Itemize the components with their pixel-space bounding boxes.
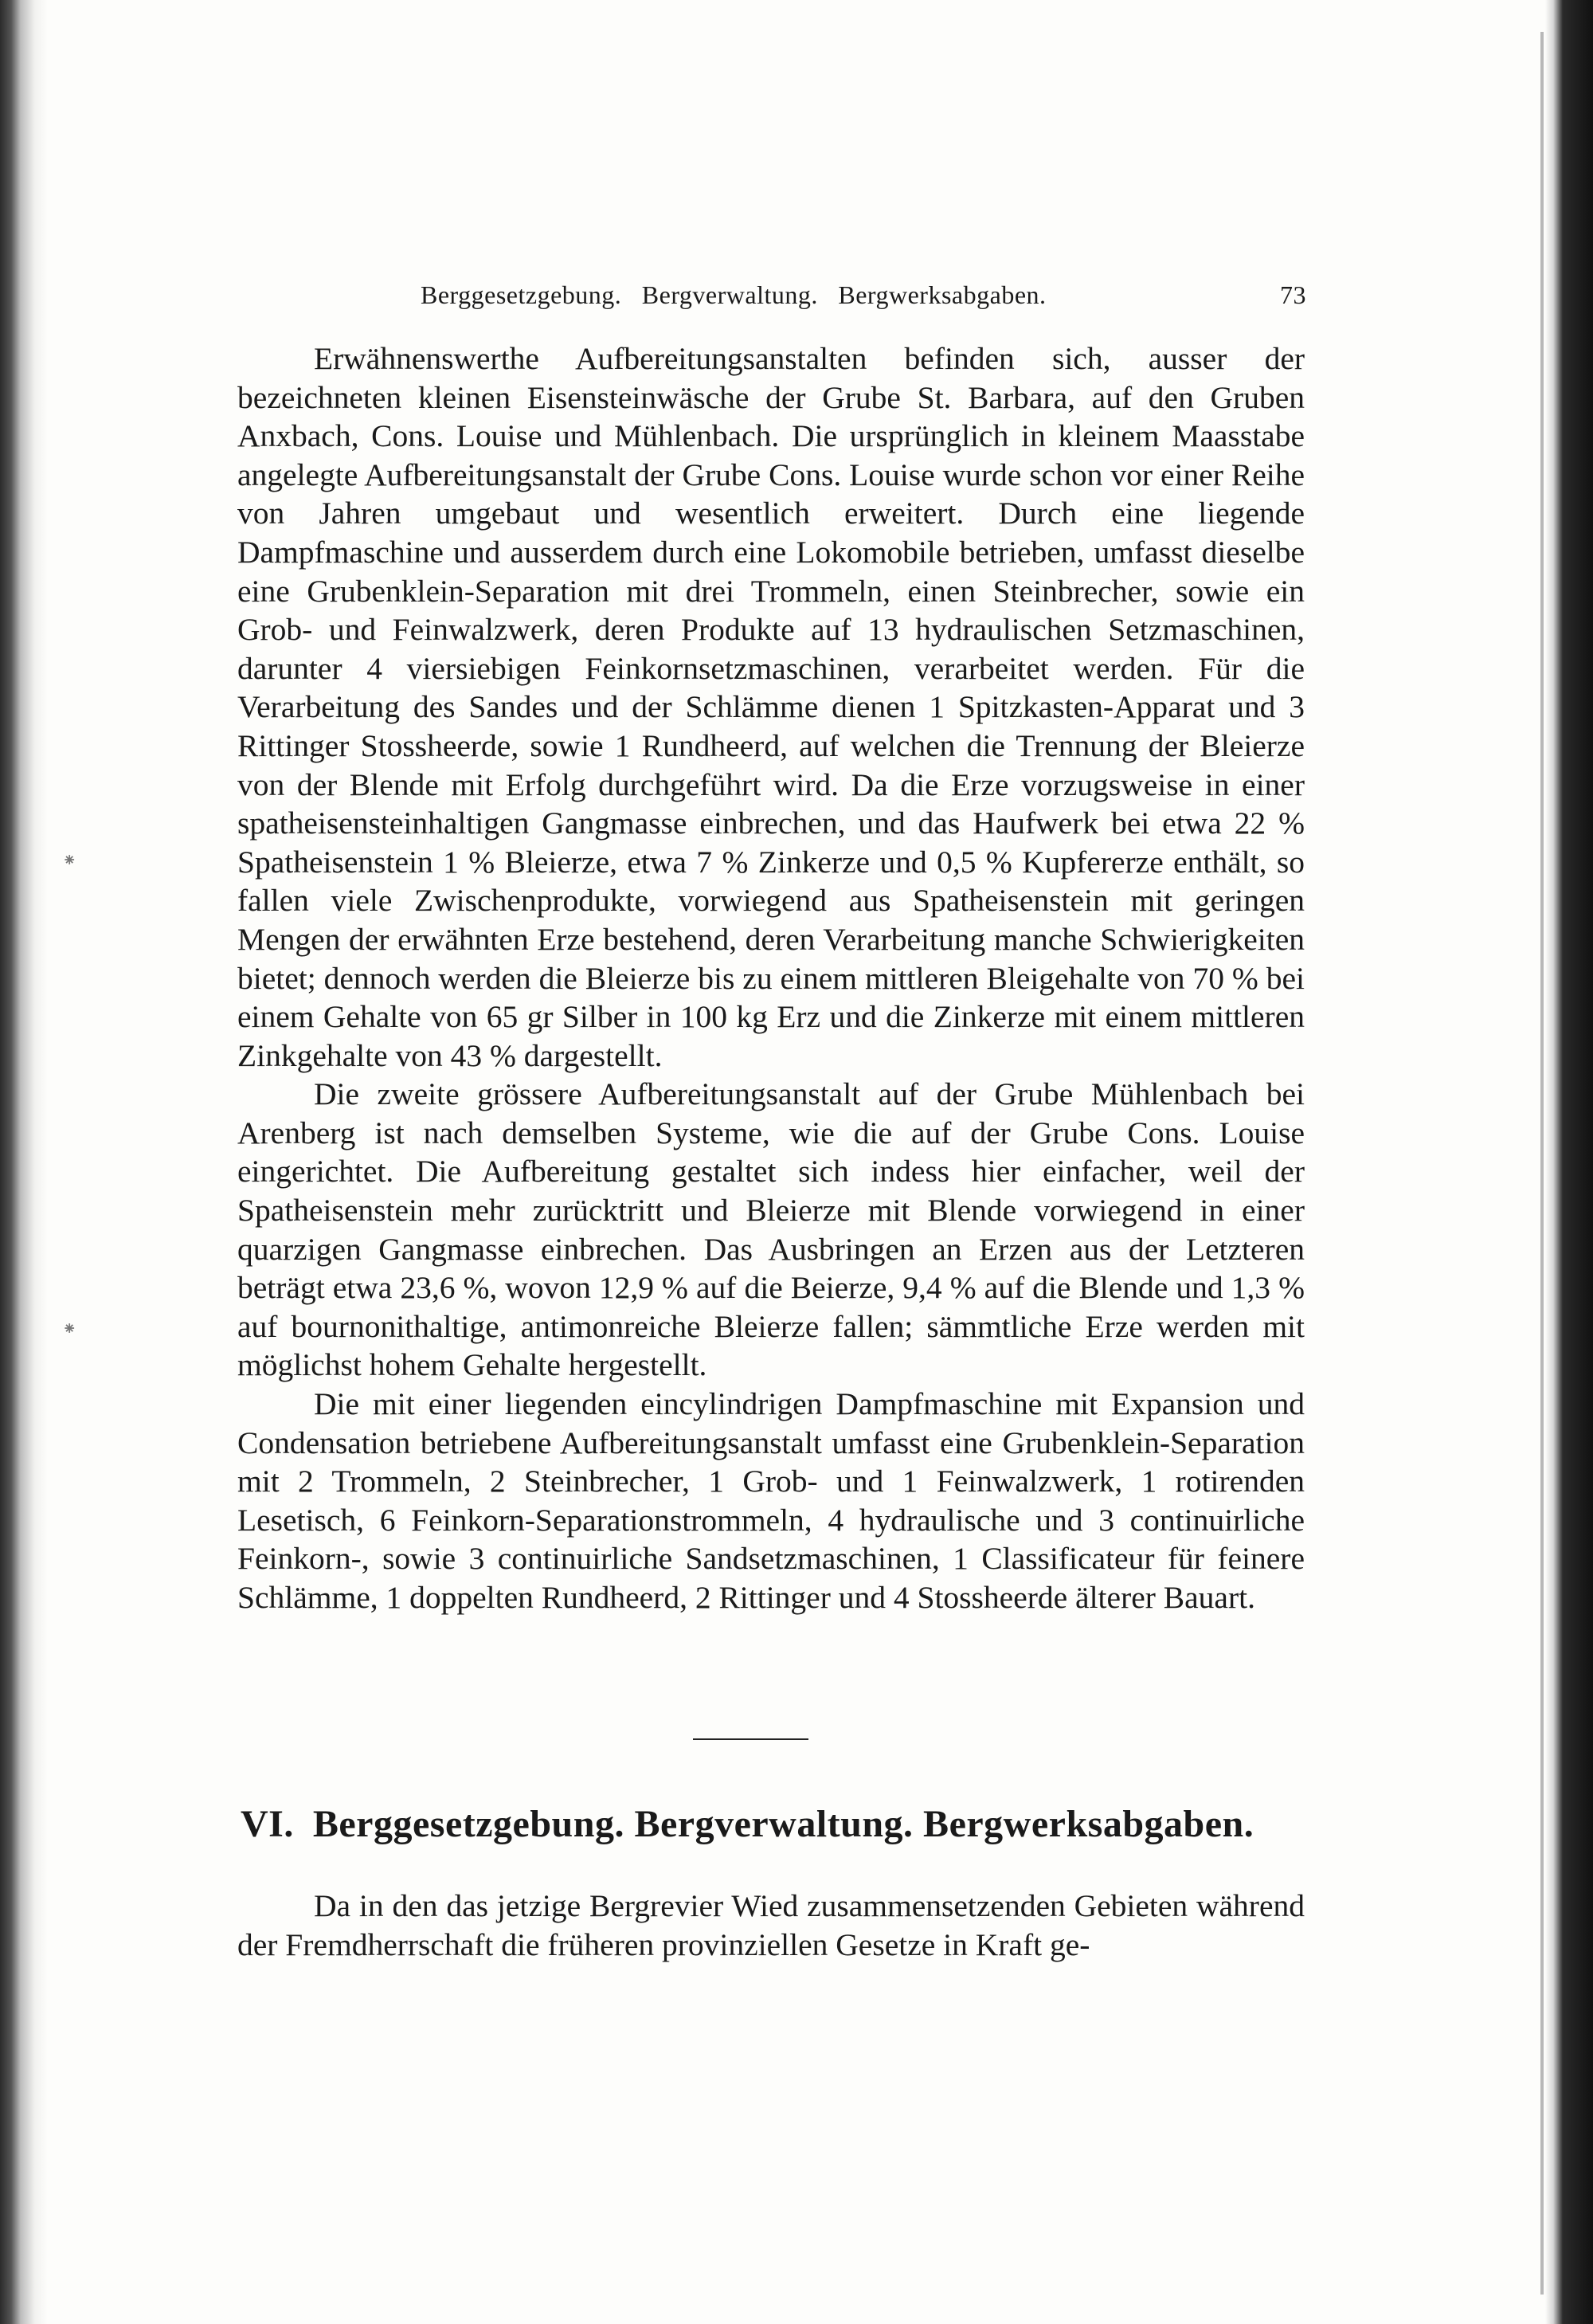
section-body-text xyxy=(237,1887,1305,1964)
section-paragraph-1: Da in den das jetzige Bergrevier Wied zusammensetzenden Gebieten während der Fremdherrschaft die früheren provinziellen Gesetze in Kraft ge- xyxy=(237,1888,1305,1962)
paragraph-2: Die zweite grössere Aufbereitungsanstalt auf der Grube Mühlenbach bei Arenberg ist nach demselben Systeme, wie die auf der Grube Cons. Louise eingerichtet. Die Aufbereitung gestaltet sich indess hier einfacher, weil der Spatheisenstein mehr zurücktritt und Bleierze mit Blende vorwiegend in einer quarzigen Gangmasse einbrechen. Das Ausbringen an Erzen aus der Letzteren beträgt etwa 23,6 %, wovon 12,9 % auf die Beierze, 9,4 % auf die Blende und 1,3 % auf bournonithaltige, antimonreiche Bleierze fallen; sämmtliche Erze werden mit möglichst hohem Gehalte hergestellt. xyxy=(237,1076,1305,1383)
margin-mark-icon: ⁕ xyxy=(62,1319,77,1339)
margin-mark-icon: ⁕ xyxy=(62,851,77,871)
running-head xyxy=(239,280,1306,312)
page-number: 73 xyxy=(1280,280,1306,309)
book-gutter-left xyxy=(0,0,48,2324)
paragraph-1: Erwähnenswerthe Aufbereitungsanstalten befinden sich, ausser der bezeichneten kleinen Eisensteinwäsche der Grube St. Barbara, auf den Gruben Anxbach, Cons. Louise und Mühlenbach. Die ursprünglich in kleinem Maasstabe angelegte Aufbereitungsanstalt der Grube Cons. Louise wurde schon vor einer Reihe von Jahren umgebaut und wesentlich erweitert. Durch eine liegende Dampfmaschine und ausserdem durch eine Lokomobile betrieben, umfasst dieselbe eine Grubenklein-Separation mit drei Trommeln, einen Steinbrecher, sowie ein Grob- und Feinwalzwerk, deren Produkte auf 13 hydraulischen Setzmaschinen, darunter 4 viersiebigen Feinkornsetzmaschinen, verarbeitet werden. Für die Verarbeitung des Sandes und der Schlämme dienen 1 Spitzkasten-Apparat und 3 Rittinger Stossheerde, sowie 1 Rundheerd, auf welchen die Trennung der Bleierze von der Blende mit Erfolg durchgeführt wird. Da die Erze vorzugsweise in einer spatheisensteinhaltigen Gangmasse einbrechen, und das Haufwerk bei etwa 22 % Spatheisenstein 1 % Bleierze, etwa 7 % Zinkerze und 0,5 % Kupfererze enthält, so fallen viele Zwischenprodukte, vorwiegend aus Spatheisenstein mit geringen Mengen der erwähnten Erze bestehend, deren Verarbeitung manche Schwierigkeiten bietet; dennoch werden die Bleierze bis zu einem mittleren Bleigehalte von 70 % bei einem Gehalte von 65 gr Silber in 100 kg Erz und die Zinkerze mit einem mittleren Zinkgehalte von 43 % dargestellt. xyxy=(237,341,1305,1073)
paragraph-3: Die mit einer liegenden eincylindrigen Dampfmaschine mit Expansion und Condensation betriebene Aufbereitungsanstalt umfasst eine Grubenklein-Separation mit 2 Trommeln, 2 Steinbrecher, 1 Grob- und 1 Feinwalzwerk, 1 rotirenden Lesetisch, 6 Feinkorn-Separationstrommeln, 4 hydraulische und 3 continuirliche Feinkorn-, sowie 3 continuirliche Sandsetzmaschinen, 1 Classificateur für feinere Schlämme, 1 doppelten Rundheerd, 2 Rittinger und 4 Stossheerde älterer Bauart. xyxy=(237,1386,1305,1615)
book-edge-right xyxy=(1545,0,1593,2324)
section-number: VI. xyxy=(241,1803,294,1845)
running-head-title: Berggesetzgebung. Bergverwaltung. Bergwerksabgaben. xyxy=(421,280,1047,309)
page-edge-line xyxy=(1540,32,1544,2295)
body-text xyxy=(237,339,1305,1617)
section-divider xyxy=(693,1738,808,1740)
section-title: Berggesetzgebung. Bergverwaltung. Bergwerksabgaben. xyxy=(312,1803,1254,1845)
section-heading xyxy=(241,1802,1308,1846)
